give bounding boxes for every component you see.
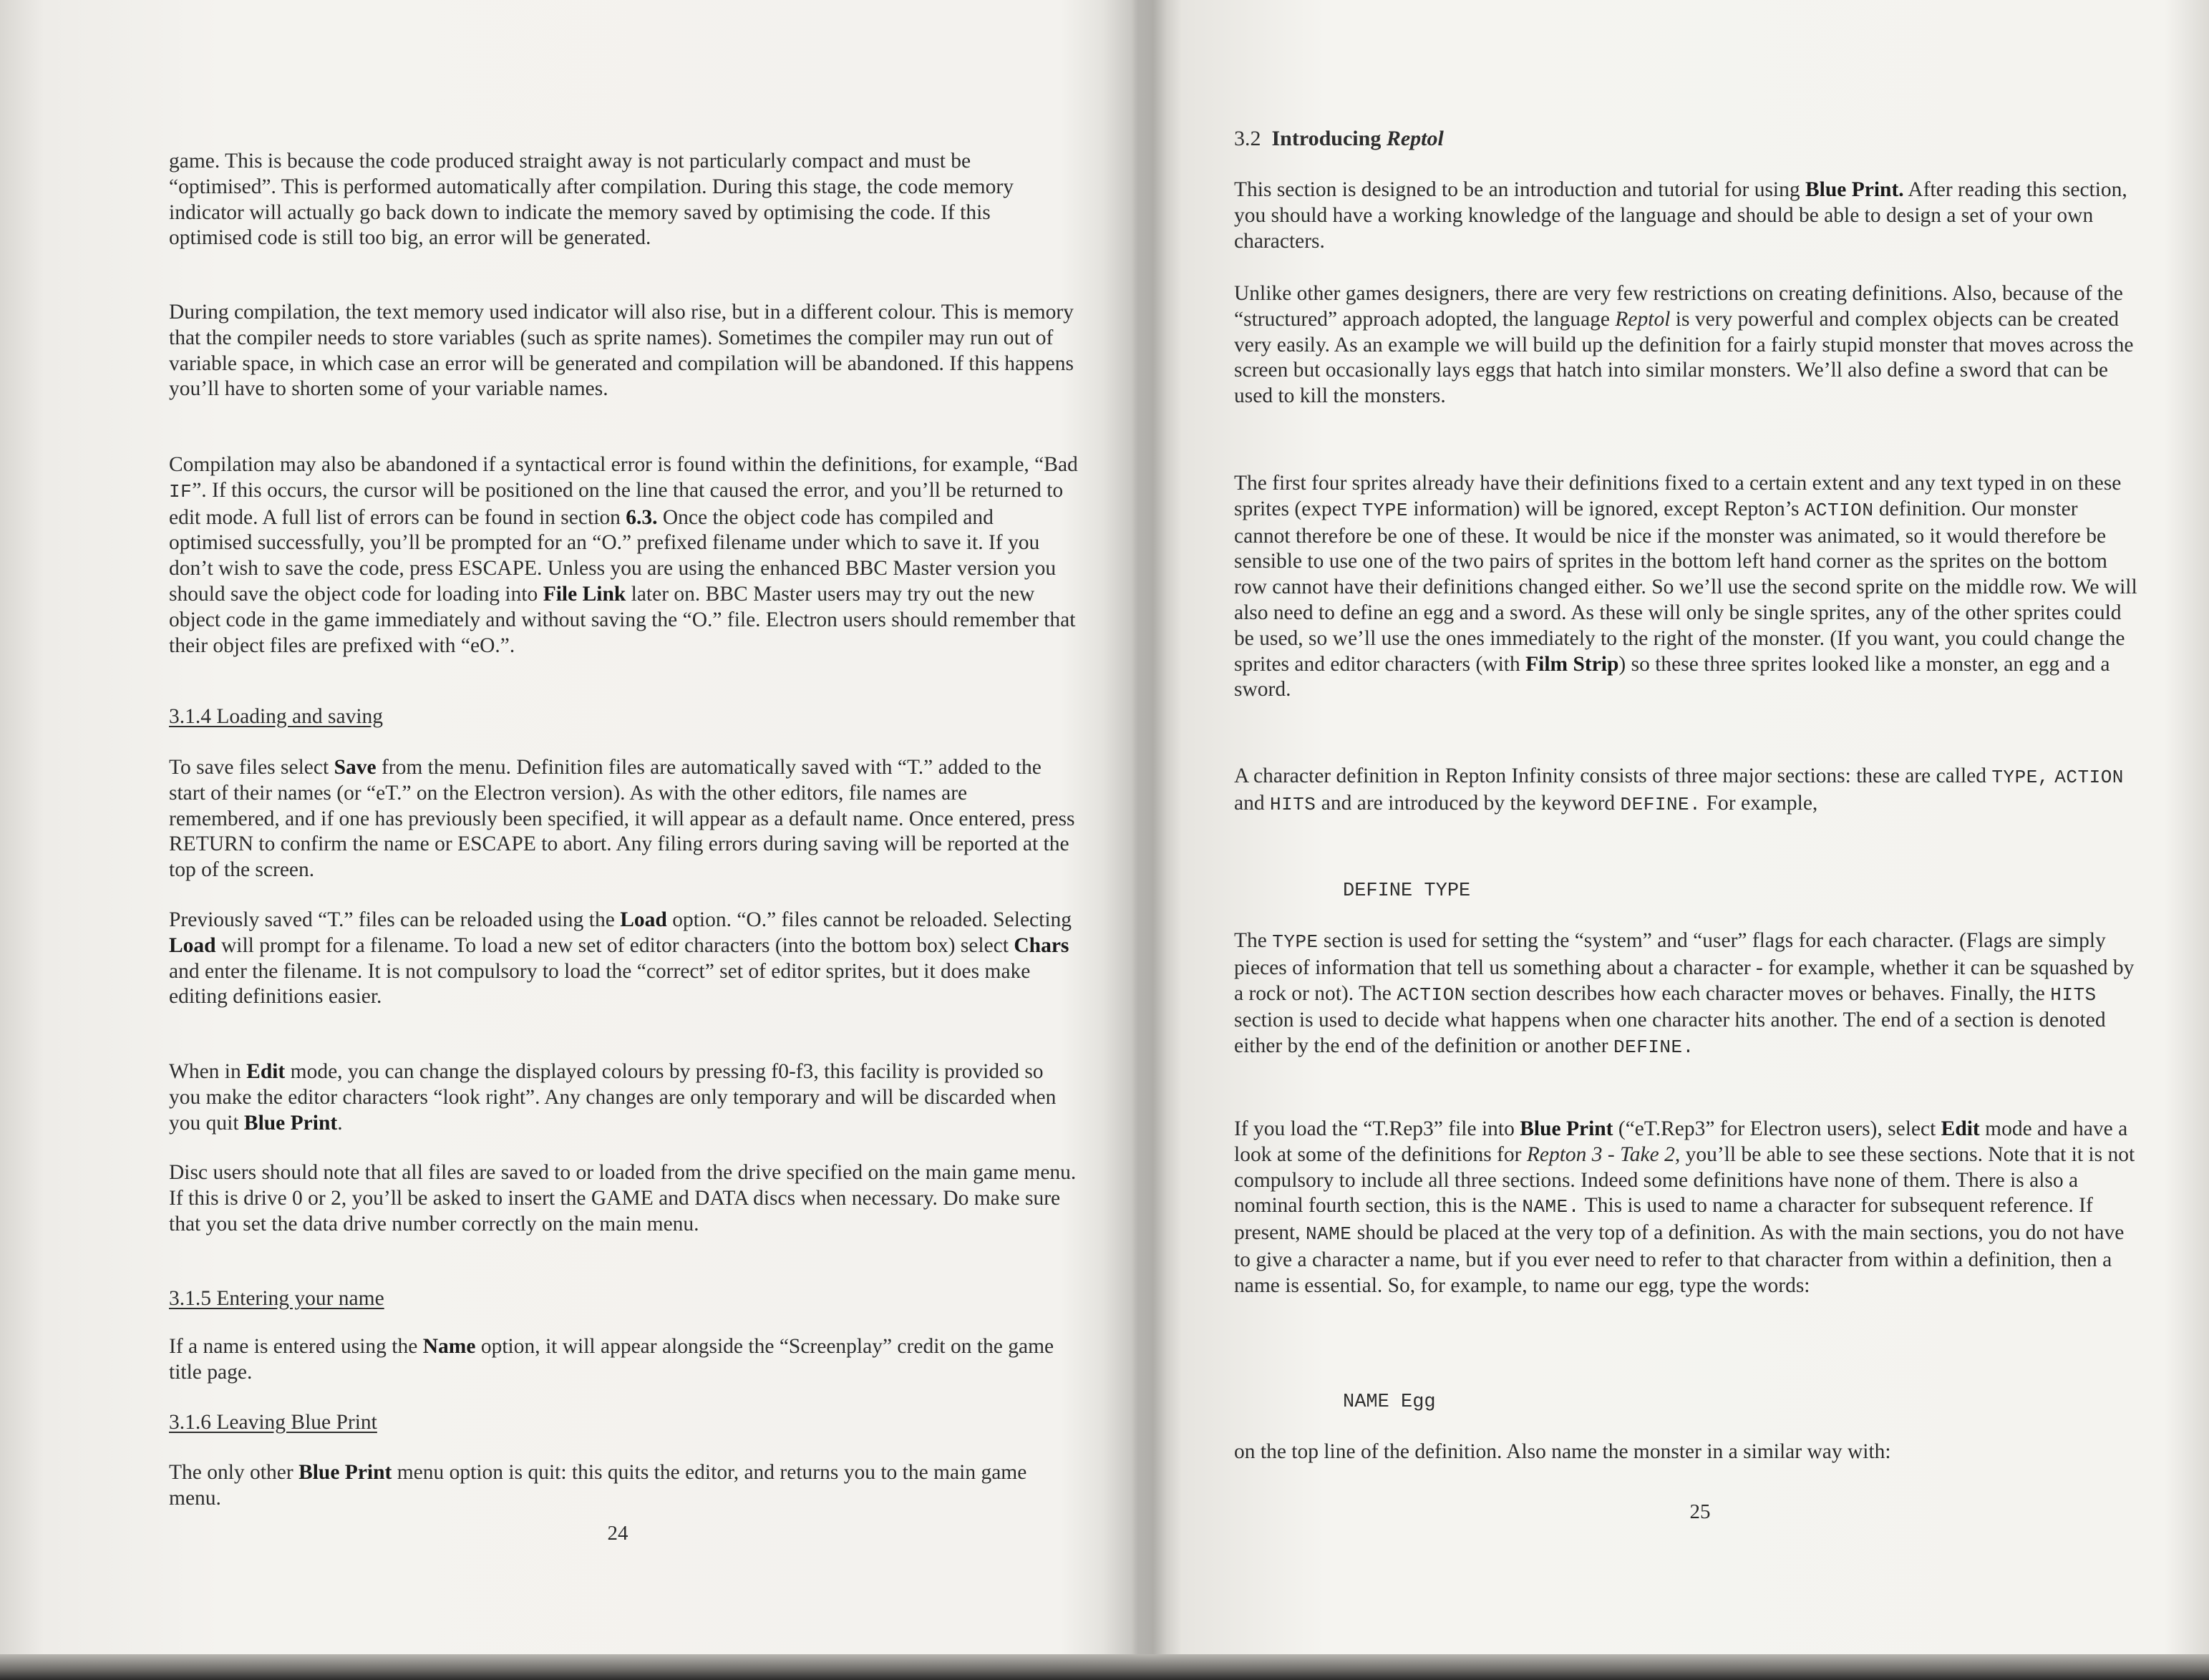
paragraph-text: After reading this section, you should have a working knowledge of the language and should be able to design a set of your own characters.	[1234, 178, 2127, 253]
section-heading-3-1-4: 3.1.4 Loading and saving	[169, 705, 384, 728]
bold-term: Edit	[246, 1060, 286, 1083]
code-keyword: ACTION	[1804, 499, 1874, 521]
section-heading-3-1-5: 3.1.5 Entering your name	[169, 1287, 384, 1310]
bold-term: 6.3.	[626, 505, 658, 529]
paragraph-text: When in	[169, 1060, 247, 1083]
paragraph-text: and	[1234, 791, 1270, 815]
paragraph-text: you’ll be able to see these sections. Note that it is not compulsory to include all three sections. Indeed some definitions have none of them. There is also a nominal fourth section, this is the	[1234, 1142, 2135, 1218]
code-keyword: HITS	[1269, 793, 1316, 815]
paragraph	[169, 908, 1078, 1010]
paragraph-text: information) will be ignored, except Repton’s	[1408, 497, 1805, 520]
paragraph-text: During compilation, the text memory used indicator will also rise, but in a different colour. This is memory that the compiler needs to store variables (such as sprite names). Sometimes the compiler may run out of variable space, in which case an error will be generated and compilation will be abandoned. If this happens you’ll have to shorten some of your variable names.	[169, 301, 1074, 401]
paragraph	[1234, 1117, 2137, 1299]
paragraph-text: section describes how each character moves or behaves. Finally, the	[1465, 981, 2051, 1005]
bold-term: Blue Print	[1520, 1117, 1613, 1140]
paragraph-text: .	[337, 1111, 343, 1135]
paragraph-text: on the top line of the definition. Also name the monster in a similar way with:	[1234, 1440, 1891, 1463]
paragraph	[1234, 928, 2137, 1061]
code-example: DEFINE TYPE	[1343, 880, 1471, 902]
paragraph-text: If you load the “T.Rep3” file into	[1234, 1117, 1520, 1140]
paragraph	[169, 452, 1078, 659]
heading-text: Introducing	[1271, 127, 1387, 150]
bold-term: Blue Print	[243, 1111, 338, 1135]
paragraph-text: is very powerful and complex objects can be created very easily. As an example we will build up the definition for a fairly stupid monster that moves across the screen but occasionally lays eggs that hatch into similar monsters. We’ll also define a sword that can be used to kill the monsters.	[1234, 307, 2134, 408]
bold-term: Chars	[1014, 933, 1069, 957]
paragraph-text: Previously saved “T.” files can be reloaded using the	[169, 908, 621, 931]
code-keyword: TYPE	[1272, 931, 1319, 953]
paragraph-text: Unlike other games designers, there are very few restrictions on creating definitions. Also, because of the “structured” approach adopted, the language	[1234, 282, 2123, 331]
paragraph-text: definition. Our monster cannot therefore be one of these. It would be nice if the monster was animated, so it would therefore be sensible to use one of the two pairs of sprites in the bottom left hand corner as the sprites on the bottom row cannot have their definitions changed either. So we’ll use the second sprite on the middle row. We will also need to define an egg and a sword. As these will only be single sprites, any of the other sprites could be used, so we’ll use the ones immediately to the right of the monster. (If you want, you could change the sprites and editor characters (with	[1234, 497, 2137, 676]
code-keyword: DEFINE.	[1620, 793, 1701, 815]
paragraph	[1234, 1439, 2137, 1465]
page-number: 25	[1689, 1500, 1711, 1523]
paragraph	[1234, 471, 2137, 703]
paragraph-text: mode, you can change the displayed colours by pressing f0-f3, this facility is provided so you make the editor characters “look right”. Any changes are only temporary and will be discarded when you quit	[169, 1060, 1057, 1135]
paragraph-text: Compilation may also be abandoned if a syntactical error is found within the definitions, for example, “Bad	[169, 453, 1078, 476]
bold-term: Edit	[1941, 1117, 1980, 1140]
paragraph-text: The first four sprites already have their definitions fixed to a certain extent and any text typed in on these sprites (expect	[1234, 472, 2122, 520]
right-page	[1145, 0, 2209, 1680]
paragraph-text: should be placed at the very top of a definition. As with the main sections, you do not have to give a character a name, but if you ever need to refer to that character from within a definition, then a name is essential. So, for example, to name our egg, type the words:	[1234, 1221, 2125, 1297]
paragraph	[1234, 764, 2137, 818]
paragraph-text: This is used to name a character for subsequent reference. If present,	[1234, 1194, 2093, 1245]
paragraph-text: menu option is quit: this quits the editor, and returns you to the main game menu.	[169, 1461, 1027, 1510]
paragraph-text: For example,	[1701, 791, 1818, 815]
paragraph-text: ) so these three sprites looked like a monster, an egg and a sword.	[1234, 652, 2110, 701]
bold-term: Blue Print.	[1805, 178, 1904, 201]
paragraph-text: later on. BBC Master users may try out the new object code in the game immediately and without saving the “O.” file. Electron users should remember that their object files are prefixed with “eO.”.	[169, 582, 1076, 657]
paragraph-text: The only other	[169, 1461, 299, 1484]
code-keyword: TYPE,	[1991, 767, 2049, 788]
bold-term: Film Strip	[1525, 652, 1619, 676]
code-keyword: TYPE	[1361, 499, 1408, 521]
paragraph	[169, 1059, 1078, 1136]
code-keyword: NAME	[1305, 1223, 1352, 1246]
paragraph-text: from the menu. Definition files are automatically saved with “T.” added to the start of their names (or “eT.” on the Electron version). As with the other editors, file names are remembered, and if one has previously been specified, it will appear as a default name. Once entered, press RETURN to confirm the name or ESCAPE to abort. Any filing errors during saving will be reported at the top of the screen.	[169, 756, 1075, 882]
paragraph	[1234, 281, 2137, 409]
paragraph-text: mode and have a look at some of the definitions for	[1234, 1117, 2128, 1166]
paragraph-text: option, it will appear alongside the “Screenplay” credit on the game title page.	[169, 1335, 1054, 1384]
bold-term: Blue Print	[298, 1461, 392, 1484]
paragraph-text: If a name is entered using the	[169, 1335, 423, 1358]
code-keyword: ACTION	[2054, 767, 2124, 788]
code-keyword: NAME.	[1522, 1196, 1580, 1218]
paragraph-text: This section is designed to be an introduction and tutorial for using	[1234, 178, 1805, 201]
heading-number: 3.2	[1234, 127, 1261, 150]
code-keyword: HITS	[2050, 984, 2097, 1006]
page-number: 24	[607, 1522, 628, 1545]
code-keyword: IF	[169, 480, 193, 502]
code-example: NAME Egg	[1343, 1392, 1436, 1413]
bold-term: File Link	[543, 582, 626, 606]
bold-term: Save	[334, 756, 377, 779]
code-keyword: DEFINE.	[1613, 1036, 1694, 1059]
paragraph-text: section is used to decide what happens when one character hits another. The end of a section is denoted either by the end of the definition or another	[1234, 1009, 2106, 1058]
paragraph-text: and enter the filename. It is not compulsory to load the “correct” set of editor sprites, but it does make editing definitions easier.	[169, 959, 1031, 1009]
paragraph-text: will prompt for a filename. To load a new set of editor characters (into the bottom box) select	[215, 933, 1014, 957]
paragraph	[169, 300, 1078, 402]
paragraph-text: Once the object code has compiled and optimised successfully, you’ll be prompted for an “O.” prefixed filename under which to save it. If you don’t wish to save the code, press ESCAPE. Unless you are using the enhanced BBC Master version you should save the object code for loading into	[169, 505, 1057, 606]
paragraph-text: section is used for setting the “system” and “user” flags for each character. (Flags are simply pieces of information that tell us something about a character - for example, whether it can be squashed by a rock or not). The	[1234, 929, 2135, 1005]
bold-term: Load	[620, 908, 667, 931]
paragraph-text: To save files select	[169, 756, 334, 779]
paragraph	[169, 1334, 1078, 1386]
paragraph-text: The	[1234, 929, 1273, 952]
paragraph-text: (“eT.Rep3” for Electron users), select	[1613, 1117, 1941, 1140]
paragraph-text: and are introduced by the keyword	[1316, 791, 1621, 815]
paragraph-text: ”. If this occurs, the cursor will be positioned on the line that caused the error, and you’ll be returned to edit mode. A full list of errors can be found in section	[169, 478, 1064, 529]
paragraph-text: A character definition in Repton Infinity consists of three major sections: these are called	[1234, 764, 1992, 787]
code-keyword: ACTION	[1397, 984, 1466, 1006]
paragraph-text: game. This is because the code produced straight away is not particularly compact and must be “optimised”. This is performed automatically after compilation. During this stage, the code memory indicator will actually go back down to indicate the memory saved by optimising the code. If this optimised code is still too big, an error will be generated.	[169, 150, 1014, 250]
paragraph	[169, 149, 1078, 251]
heading-italic: Reptol	[1386, 127, 1444, 150]
paragraph	[1234, 178, 2137, 254]
paragraph	[169, 1160, 1078, 1237]
section-heading-3-2	[1234, 126, 2137, 152]
page-bottom-edge	[0, 1654, 2209, 1680]
paragraph	[169, 1460, 1078, 1512]
italic-term: Repton 3 - Take 2,	[1526, 1142, 1681, 1166]
bold-term: Name	[422, 1335, 476, 1358]
paragraph-text: option. “O.” files cannot be reloaded. Selecting	[666, 908, 1072, 931]
bold-term: Load	[169, 933, 216, 957]
section-heading-3-1-6: 3.1.6 Leaving Blue Print	[169, 1411, 377, 1434]
italic-term: Reptol	[1615, 307, 1671, 331]
paragraph	[169, 755, 1078, 883]
paragraph-text: Disc users should note that all files are saved to or loaded from the drive specified on the main game menu. If this is drive 0 or 2, you’ll be asked to insert the GAME and DATA discs when necessary. Do make sure that you set the data drive number correctly on the main menu.	[169, 1161, 1077, 1235]
